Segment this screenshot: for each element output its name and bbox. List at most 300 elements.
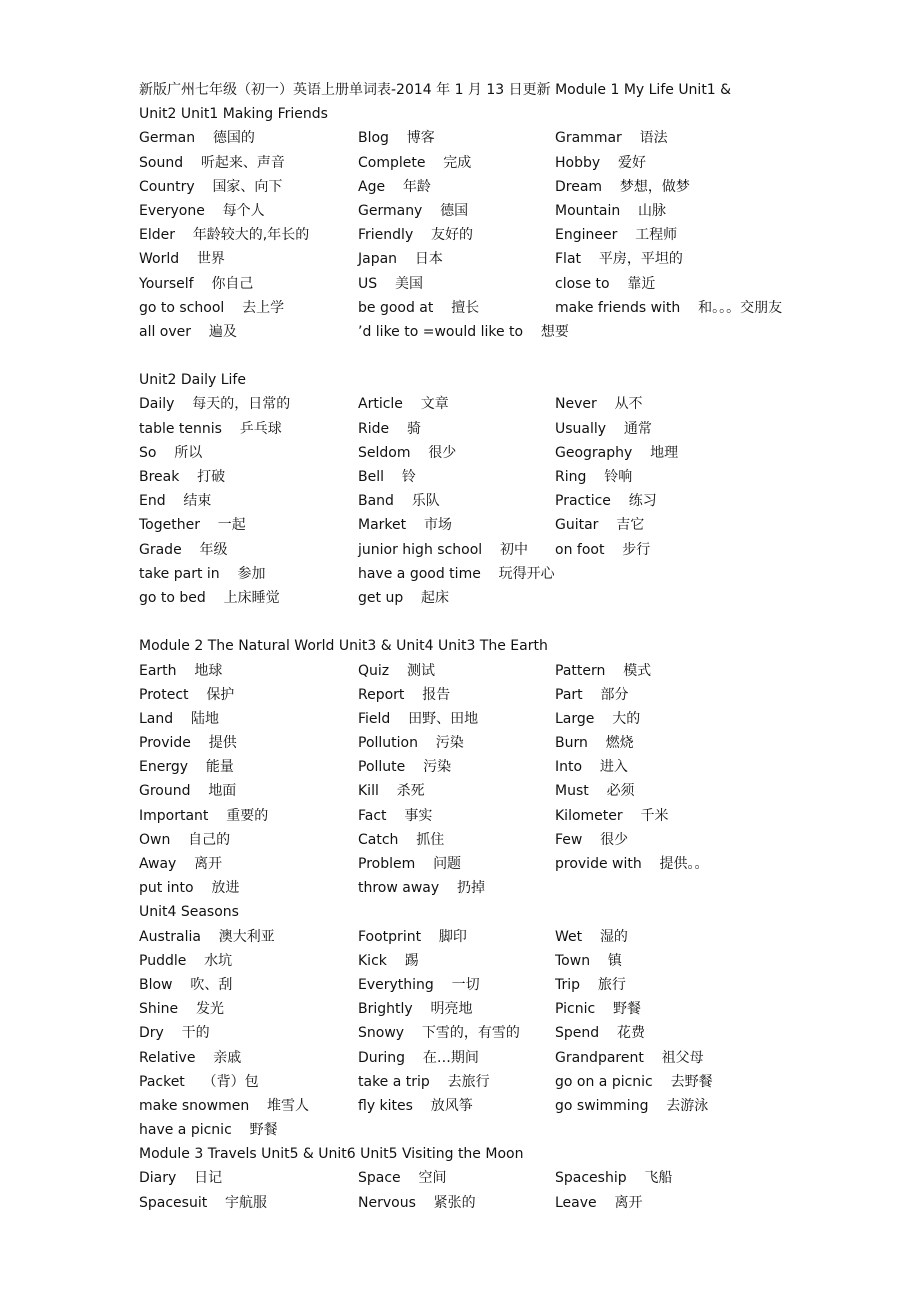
vocab-row (139, 562, 799, 586)
english-word: Engineer (555, 227, 618, 244)
chinese-meaning: 千米 (640, 807, 669, 824)
vocab-entry (139, 247, 225, 271)
vocab-entry (139, 779, 236, 803)
vocab-entry (358, 1191, 476, 1215)
english-word: Grammar (555, 130, 622, 147)
english-word: Trip (555, 976, 581, 993)
vocab-entry (555, 272, 655, 296)
chinese-meaning: 进入 (599, 759, 628, 776)
vocab-row (139, 272, 799, 296)
vocab-entry (358, 731, 464, 755)
vocab-entry (358, 586, 449, 610)
english-word: Never (555, 396, 597, 413)
english-word: Energy (139, 759, 189, 776)
english-word: Flat (555, 251, 582, 268)
chinese-meaning: 听起来、声音 (200, 154, 285, 171)
english-word: Wet (555, 928, 583, 945)
vocab-entry (139, 973, 232, 997)
vocab-entry (358, 852, 461, 876)
chinese-meaning: 日记 (194, 1170, 223, 1187)
english-word: go to school (139, 299, 225, 316)
vocab-entry (358, 489, 440, 513)
chinese-meaning: 骑 (406, 420, 421, 437)
vocab-row (139, 876, 799, 900)
chinese-meaning: 年龄 (402, 178, 431, 195)
chinese-meaning: 镇 (607, 952, 622, 969)
english-word: German (139, 130, 196, 147)
vocab-entry (139, 755, 234, 779)
vocab-row (139, 779, 799, 803)
vocab-entry (555, 175, 690, 199)
chinese-meaning: 友好的 (431, 227, 474, 244)
chinese-meaning: 宇航服 (225, 1194, 268, 1211)
chinese-meaning: 文章 (420, 396, 449, 413)
chinese-meaning: 模式 (623, 662, 652, 679)
english-word: Spaceship (555, 1170, 627, 1187)
chinese-meaning: 陆地 (190, 710, 219, 727)
vocab-entry (139, 538, 228, 562)
english-word: Bell (358, 469, 384, 485)
vocab-entry (139, 659, 222, 683)
vocab-entry (555, 925, 628, 949)
vocab-entry (358, 997, 473, 1021)
chinese-meaning: 事实 (404, 807, 433, 824)
chinese-meaning: 湿的 (599, 928, 628, 945)
blank-line (139, 610, 799, 634)
vocab-entry (358, 417, 421, 441)
vocab-row (139, 1118, 799, 1142)
chinese-meaning: 上床睡觉 (223, 589, 280, 606)
vocab-entry (358, 392, 449, 416)
vocab-entry (358, 1046, 479, 1070)
vocab-entry (139, 1118, 278, 1142)
chinese-meaning: 参加 (237, 565, 266, 582)
english-word: Everything (358, 976, 434, 993)
chinese-meaning: 乐队 (411, 493, 440, 510)
vocab-row (139, 151, 799, 175)
english-word: Market (358, 517, 407, 534)
english-word: Field (358, 710, 391, 727)
english-word: Together (139, 517, 200, 534)
english-word: throw away (358, 880, 440, 897)
vocab-entry (555, 659, 651, 683)
english-word: Grandparent (555, 1049, 644, 1066)
vocab-entry (555, 707, 640, 731)
chinese-meaning: 起床 (421, 589, 450, 606)
english-word: End (139, 493, 166, 510)
vocab-entry (358, 175, 431, 199)
english-word: have a picnic (139, 1122, 232, 1139)
vocab-entry (139, 1094, 309, 1118)
english-word: Geography (555, 444, 633, 461)
english-word: junior high school (358, 541, 483, 558)
chinese-meaning: 报告 (422, 686, 451, 703)
vocab-row (139, 223, 799, 247)
english-word: Spacesuit (139, 1194, 208, 1211)
chinese-meaning: 澳大利亚 (218, 928, 275, 945)
english-word: Town (555, 952, 591, 969)
chinese-meaning: 能量 (205, 759, 234, 776)
english-word: all over (139, 323, 192, 340)
vocab-entry (358, 828, 444, 852)
english-word: Part (555, 686, 583, 703)
english-word: Pollute (358, 759, 406, 776)
vocab-entry (139, 320, 237, 344)
vocab-entry (358, 779, 425, 803)
chinese-meaning: 提供。。 (659, 856, 709, 872)
vocab-entry (139, 925, 275, 949)
english-word: Protect (139, 686, 189, 703)
vocab-entry (555, 1046, 704, 1070)
english-word: Land (139, 710, 174, 727)
english-word: Footprint (358, 928, 422, 945)
chinese-meaning: 结束 (183, 493, 212, 510)
chinese-meaning: 提供 (208, 735, 237, 752)
vocab-row (139, 755, 799, 779)
vocab-entry (555, 126, 668, 150)
chinese-meaning: 和。。。交朋友 (698, 299, 783, 316)
english-word: Into (555, 759, 583, 776)
vocab-entry (358, 876, 485, 900)
vocab-entry (555, 392, 643, 416)
vocab-entry (358, 659, 435, 683)
vocab-entry (555, 199, 666, 223)
vocab-entry (358, 199, 468, 223)
vocab-entry (555, 296, 782, 320)
chinese-meaning: 干的 (181, 1025, 210, 1042)
vocab-entry (555, 804, 668, 828)
english-word: Provide (139, 735, 191, 752)
english-word: Band (358, 493, 394, 510)
chinese-meaning: 年级 (199, 541, 228, 558)
chinese-meaning: 田野、田地 (408, 710, 479, 727)
section-heading: Unit2 Daily Life (139, 372, 246, 389)
chinese-meaning: 国家、向下 (212, 178, 283, 195)
vocab-row (139, 417, 799, 441)
english-word: Away (139, 856, 177, 872)
vocab-entry (555, 465, 632, 489)
vocab-row (139, 247, 799, 271)
chinese-meaning: 堆雪人 (267, 1097, 310, 1114)
chinese-meaning: （背）包 (202, 1073, 259, 1090)
vocab-row (139, 1094, 799, 1118)
vocab-entry (555, 1191, 642, 1215)
chinese-meaning: 美国 (394, 275, 423, 292)
chinese-meaning: 初中 (499, 541, 528, 558)
chinese-meaning: 一起 (217, 517, 246, 534)
english-word: on foot (555, 541, 605, 558)
vocab-row (139, 538, 799, 562)
chinese-meaning: 打破 (197, 469, 226, 485)
chinese-meaning: 你自己 (211, 275, 254, 292)
vocab-row (139, 441, 799, 465)
chinese-meaning: 问题 (433, 856, 462, 872)
english-word: Hobby (555, 154, 601, 171)
english-word: Age (358, 178, 386, 195)
vocab-entry (139, 1191, 267, 1215)
vocab-row (139, 1166, 799, 1190)
vocab-entry (358, 1094, 473, 1118)
vocab-entry (358, 126, 435, 150)
chinese-meaning: 铃 (401, 469, 416, 485)
chinese-meaning: 很少 (600, 831, 629, 848)
vocab-row (139, 997, 799, 1021)
english-word: Ground (139, 783, 191, 800)
vocab-entry (555, 828, 628, 852)
english-word: Everyone (139, 202, 205, 219)
vocab-entry (358, 707, 478, 731)
english-word: Complete (358, 154, 426, 171)
vocab-row (139, 175, 799, 199)
english-word: Puddle (139, 952, 187, 969)
vocab-entry (139, 417, 282, 441)
english-word: be good at (358, 299, 434, 316)
vocab-entry (358, 247, 443, 271)
english-word: Blow (139, 976, 173, 993)
chinese-meaning: 旅行 (597, 976, 626, 993)
vocab-entry (139, 852, 222, 876)
chinese-meaning: 工程师 (635, 227, 678, 244)
chinese-meaning: 部分 (600, 686, 629, 703)
vocab-entry (139, 1021, 210, 1045)
english-word: Sound (139, 154, 184, 171)
vocab-row (139, 513, 799, 537)
english-word: Ring (555, 469, 587, 485)
chinese-meaning: 重要的 (226, 807, 269, 824)
vocab-entry (555, 1094, 708, 1118)
chinese-meaning: 很少 (428, 444, 457, 461)
chinese-meaning: 语法 (639, 130, 668, 147)
vocab-entry (358, 925, 467, 949)
english-word: Grade (139, 541, 182, 558)
chinese-meaning: 放风筝 (430, 1097, 473, 1114)
english-word: Snowy (358, 1025, 405, 1042)
chinese-meaning: 德国的 (212, 130, 255, 147)
vocab-row (139, 804, 799, 828)
chinese-meaning: 地面 (208, 783, 237, 800)
english-word: go on a picnic (555, 1073, 653, 1090)
english-word: Elder (139, 227, 175, 244)
vocab-entry (555, 223, 677, 247)
vocab-entry (139, 1070, 259, 1094)
vocab-entry (139, 949, 232, 973)
document-title-line2: Unit2 Unit1 Making Friends (139, 106, 328, 123)
chinese-meaning: 扔掉 (456, 880, 485, 897)
vocab-entry (358, 755, 451, 779)
document-title-line1: 新版广州七年级（初一）英语上册单词表-2014 年 1 月 13 日更新 Module 1 My Life Unit1 & (139, 82, 732, 98)
english-word: Article (358, 396, 403, 413)
english-word: provide with (555, 856, 642, 872)
english-word: Own (139, 831, 171, 848)
vocab-row (139, 707, 799, 731)
chinese-meaning: 踢 (404, 952, 419, 969)
english-word: Nervous (358, 1194, 416, 1211)
vocab-entry (358, 538, 528, 562)
vocab-row (139, 199, 799, 223)
vocab-entry (358, 151, 471, 175)
english-word: Usually (555, 420, 607, 437)
vocab-row (139, 1021, 799, 1045)
english-word: Guitar (555, 517, 599, 534)
english-word: Fact (358, 807, 387, 824)
chinese-meaning: 抓住 (416, 831, 445, 848)
chinese-meaning: 亲戚 (213, 1049, 242, 1066)
vocab-entry (555, 247, 683, 271)
chinese-meaning: 玩得开心 (498, 565, 555, 582)
chinese-meaning: 污染 (423, 759, 452, 776)
english-word: Picnic (555, 1001, 596, 1018)
vocab-row (139, 126, 799, 150)
english-word: ’d like to =would like to (358, 323, 524, 340)
vocab-row (139, 949, 799, 973)
chinese-meaning: 吹、刮 (190, 976, 233, 993)
vocab-entry (358, 804, 432, 828)
english-word: Shine (139, 1001, 179, 1018)
vocab-entry (358, 513, 452, 537)
chinese-meaning: 去上学 (242, 299, 285, 316)
chinese-meaning: 离开 (614, 1194, 643, 1211)
english-word: Important (139, 807, 209, 824)
english-word: Packet (139, 1073, 185, 1090)
section-heading: Module 2 The Natural World Unit3 & Unit4 Unit3 The Earth (139, 638, 548, 655)
english-word: Few (555, 831, 583, 848)
chinese-meaning: 水坑 (204, 952, 233, 969)
english-word: Burn (555, 735, 588, 752)
vocab-entry (358, 272, 423, 296)
vocab-entry (139, 997, 224, 1021)
vocab-row (139, 586, 799, 610)
vocab-entry (555, 731, 634, 755)
vocab-entry (358, 973, 480, 997)
vocab-entry (139, 707, 219, 731)
chinese-meaning: 一切 (451, 976, 480, 993)
chinese-meaning: 市场 (423, 517, 452, 534)
chinese-meaning: 杀死 (396, 783, 425, 800)
chinese-meaning: 吉它 (616, 517, 645, 534)
vocab-entry (358, 441, 456, 465)
word-blocks (139, 126, 799, 1214)
vocab-entry (139, 731, 237, 755)
vocab-entry (139, 1046, 241, 1070)
vocab-entry (139, 683, 234, 707)
vocab-entry (555, 441, 678, 465)
vocab-row (139, 925, 799, 949)
chinese-meaning: 靠近 (627, 275, 656, 292)
vocab-entry (358, 683, 450, 707)
vocab-row (139, 392, 799, 416)
vocab-row (139, 320, 799, 344)
vocab-entry (555, 417, 652, 441)
chinese-meaning: 每个人 (222, 202, 265, 219)
vocab-entry (139, 513, 246, 537)
chinese-meaning: 去旅行 (447, 1073, 490, 1090)
vocab-row (139, 973, 799, 997)
english-word: Earth (139, 662, 177, 679)
english-word: World (139, 251, 180, 268)
chinese-meaning: 脚印 (438, 928, 467, 945)
vocab-entry (139, 392, 290, 416)
vocab-entry (139, 272, 253, 296)
chinese-meaning: 明亮地 (430, 1001, 473, 1018)
vocab-entry (139, 804, 268, 828)
vocab-entry (358, 320, 569, 344)
english-word: Space (358, 1170, 401, 1187)
chinese-meaning: 保护 (206, 686, 235, 703)
chinese-meaning: 爱好 (617, 154, 646, 171)
english-word: Pattern (555, 662, 606, 679)
vocab-entry (139, 296, 284, 320)
english-word: Country (139, 178, 195, 195)
english-word: Friendly (358, 227, 414, 244)
vocab-entry (555, 755, 628, 779)
vocab-entry (139, 126, 255, 150)
vocab-row (139, 852, 799, 876)
english-word: Blog (358, 130, 389, 147)
english-word: Break (139, 469, 180, 485)
chinese-meaning: 空间 (418, 1170, 447, 1187)
vocab-entry (139, 175, 282, 199)
english-word: take a trip (358, 1073, 430, 1090)
english-word: Catch (358, 831, 399, 848)
english-word: Report (358, 686, 405, 703)
chinese-meaning: 乒乓球 (239, 420, 282, 437)
english-word: Dry (139, 1025, 164, 1042)
chinese-meaning: 必须 (606, 783, 635, 800)
vocab-entry (555, 513, 644, 537)
chinese-meaning: 世界 (196, 251, 225, 268)
vocab-row (139, 296, 799, 320)
chinese-meaning: 德国 (440, 202, 469, 219)
english-word: close to (555, 275, 610, 292)
section-heading: Module 3 Travels Unit5 & Unit6 Unit5 Visiting the Moon (139, 1146, 524, 1163)
chinese-meaning: 梦想，做梦 (619, 178, 690, 195)
chinese-meaning: 大的 (612, 710, 641, 727)
vocab-entry (555, 973, 626, 997)
chinese-meaning: 野餐 (249, 1122, 278, 1139)
chinese-meaning: 自己的 (188, 831, 231, 848)
vocabulary-list (139, 78, 799, 1215)
vocab-entry (555, 151, 646, 175)
vocab-entry (358, 296, 479, 320)
vocab-entry (139, 828, 230, 852)
vocab-row (139, 683, 799, 707)
chinese-meaning: 擅长 (451, 299, 480, 316)
english-word: Pollution (358, 735, 418, 752)
chinese-meaning: 平房，平坦的 (598, 251, 683, 268)
vocab-entry (139, 562, 265, 586)
english-word: Daily (139, 396, 175, 413)
vocab-entry (139, 199, 265, 223)
chinese-meaning: 去野餐 (670, 1073, 713, 1090)
vocab-entry (358, 562, 555, 586)
english-word: Must (555, 783, 589, 800)
chinese-meaning: 完成 (443, 154, 472, 171)
english-word: fly kites (358, 1097, 413, 1114)
english-word: Leave (555, 1194, 597, 1211)
vocab-entry (555, 489, 657, 513)
vocab-row (139, 1191, 799, 1215)
english-word: Kilometer (555, 807, 623, 824)
chinese-meaning: 离开 (194, 856, 223, 872)
vocab-entry (358, 465, 416, 489)
chinese-meaning: 测试 (406, 662, 435, 679)
chinese-meaning: 步行 (622, 541, 651, 558)
english-word: So (139, 444, 157, 461)
english-word: Kill (358, 783, 379, 800)
english-word: go to bed (139, 589, 206, 606)
english-word: Diary (139, 1170, 177, 1187)
chinese-meaning: 练习 (628, 493, 657, 510)
